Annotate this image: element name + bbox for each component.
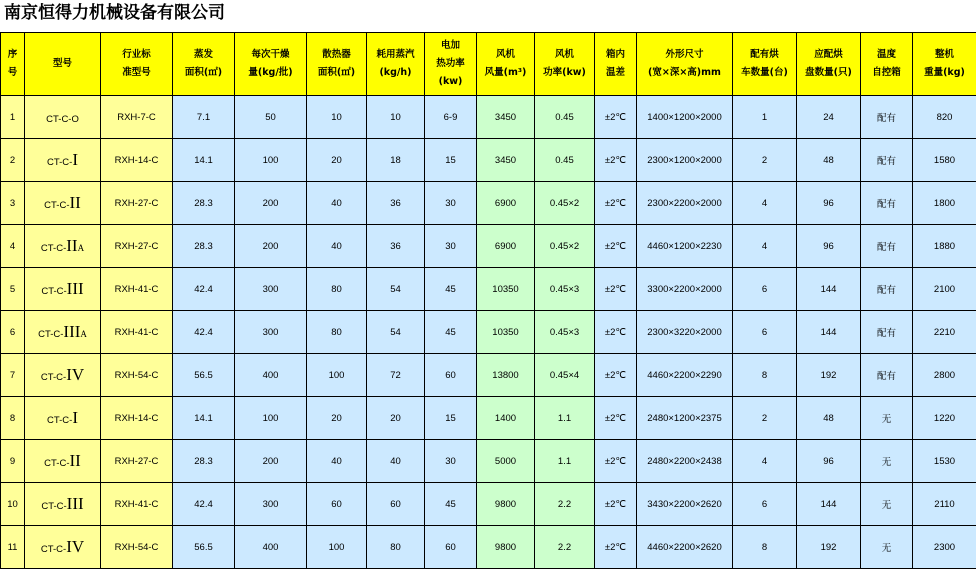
carts-cell: 6 — [733, 268, 797, 311]
table-row — [1, 268, 976, 311]
temp-diff-cell: ±2℃ — [595, 440, 637, 483]
header-line: 温度 — [863, 46, 910, 64]
model-prefix-text: CT-C- — [41, 286, 66, 297]
temp-control-cell: 无 — [861, 440, 913, 483]
model-roman-text: III — [63, 322, 80, 341]
dry-amount-cell: 300 — [235, 268, 307, 311]
model-roman-text: IV — [66, 365, 84, 384]
model-prefix-text: CT-C- — [38, 329, 63, 340]
model-prefix-text: CT-C- — [41, 243, 66, 254]
steam-cell: 80 — [367, 526, 425, 569]
fan-volume-cell: 1400 — [477, 397, 535, 440]
fan-volume-cell: 10350 — [477, 311, 535, 354]
header-line: 电加 — [427, 37, 474, 55]
heat-power-cell: 6-9 — [425, 96, 477, 139]
model-prefix-text: CT-C- — [47, 415, 72, 426]
evap-area-cell: 14.1 — [173, 139, 235, 182]
table-row — [1, 182, 976, 225]
evap-area-cell: 42.4 — [173, 483, 235, 526]
header-line: 风机 — [537, 46, 592, 64]
evap-area-cell: 42.4 — [173, 311, 235, 354]
standard-model-cell: RXH-7-C — [101, 96, 173, 139]
heat-power-cell: 45 — [425, 268, 477, 311]
dry-amount-cell: 400 — [235, 526, 307, 569]
header-line: 号 — [3, 64, 22, 82]
table-row — [1, 526, 976, 569]
heat-power-cell: 60 — [425, 354, 477, 397]
dimensions-cell: 2300×3220×2000 — [637, 311, 733, 354]
fan-power-cell: 0.45×4 — [535, 354, 595, 397]
model-roman-text: II — [70, 193, 81, 212]
dimensions-cell: 2480×2200×2438 — [637, 440, 733, 483]
temp-diff-cell: ±2℃ — [595, 397, 637, 440]
dry-amount-cell: 300 — [235, 483, 307, 526]
fan-power-cell: 0.45×3 — [535, 311, 595, 354]
steam-cell: 10 — [367, 96, 425, 139]
col-evap-area-header — [173, 33, 235, 96]
header-line: 面积(㎡) — [309, 64, 364, 82]
model-cell — [25, 225, 101, 268]
steam-cell: 20 — [367, 397, 425, 440]
header-row — [1, 33, 976, 96]
fan-power-cell: 0.45×2 — [535, 182, 595, 225]
table-row — [1, 311, 976, 354]
col-model-header — [25, 33, 101, 96]
steam-cell: 36 — [367, 225, 425, 268]
trays-cell: 144 — [797, 311, 861, 354]
heat-power-cell: 45 — [425, 483, 477, 526]
col-no-header — [1, 33, 25, 96]
weight-cell: 1580 — [913, 139, 976, 182]
temp-control-cell: 无 — [861, 526, 913, 569]
steam-cell: 72 — [367, 354, 425, 397]
header-line: 风量(m³) — [479, 64, 532, 82]
header-line: 风机 — [479, 46, 532, 64]
radiator-area-cell: 80 — [307, 311, 367, 354]
carts-cell: 6 — [733, 483, 797, 526]
dimensions-cell: 1400×1200×2000 — [637, 96, 733, 139]
dry-amount-cell: 200 — [235, 225, 307, 268]
fan-power-cell: 0.45×3 — [535, 268, 595, 311]
col-carts-header — [733, 33, 797, 96]
table-row — [1, 225, 976, 268]
col-fan-volume-header — [477, 33, 535, 96]
model-cell — [25, 182, 101, 225]
carts-cell: 8 — [733, 354, 797, 397]
evap-area-cell: 14.1 — [173, 397, 235, 440]
dimensions-cell: 2300×1200×2000 — [637, 139, 733, 182]
temp-control-cell: 配有 — [861, 268, 913, 311]
weight-cell: 1800 — [913, 182, 976, 225]
weight-cell: 2300 — [913, 526, 976, 569]
standard-model-cell: RXH-14-C — [101, 139, 173, 182]
fan-power-cell: 2.2 — [535, 483, 595, 526]
model-sub-text: A — [80, 329, 87, 339]
model-cell — [25, 96, 101, 139]
dry-amount-cell: 300 — [235, 311, 307, 354]
header-line: (kg/h) — [369, 64, 422, 82]
model-roman-text: II — [70, 451, 81, 470]
evap-area-cell: 7.1 — [173, 96, 235, 139]
heat-power-cell: 30 — [425, 440, 477, 483]
temp-diff-cell: ±2℃ — [595, 225, 637, 268]
header-line: 每次干燥 — [237, 46, 304, 64]
col-standard-model-header — [101, 33, 173, 96]
fan-power-cell: 2.2 — [535, 526, 595, 569]
weight-cell: 2100 — [913, 268, 976, 311]
heat-power-cell: 30 — [425, 182, 477, 225]
row-number: 7 — [1, 354, 25, 397]
temp-control-cell: 无 — [861, 397, 913, 440]
header-line: 箱内 — [597, 46, 634, 64]
col-temp-control-header — [861, 33, 913, 96]
model-cell — [25, 440, 101, 483]
col-heat-power-header — [425, 33, 477, 96]
trays-cell: 48 — [797, 397, 861, 440]
header-line: (kw) — [427, 73, 474, 91]
col-trays-header — [797, 33, 861, 96]
temp-diff-cell: ±2℃ — [595, 354, 637, 397]
header-line: 自控箱 — [863, 64, 910, 82]
model-prefix-text: CT-C- — [44, 458, 69, 469]
steam-cell: 54 — [367, 311, 425, 354]
fan-volume-cell: 6900 — [477, 182, 535, 225]
weight-cell: 820 — [913, 96, 976, 139]
model-roman-text: I — [72, 408, 78, 427]
evap-area-cell: 28.3 — [173, 225, 235, 268]
row-number: 5 — [1, 268, 25, 311]
model-plain-text: CT-C-O — [46, 114, 79, 125]
radiator-area-cell: 20 — [307, 139, 367, 182]
header-line: (宽×深×高)mm — [639, 64, 730, 82]
dimensions-cell: 4460×2200×2620 — [637, 526, 733, 569]
steam-cell: 40 — [367, 440, 425, 483]
model-cell — [25, 268, 101, 311]
trays-cell: 24 — [797, 96, 861, 139]
header-line: 序 — [3, 46, 22, 64]
header-line: 配有烘 — [735, 46, 794, 64]
model-cell — [25, 139, 101, 182]
row-number: 1 — [1, 96, 25, 139]
model-roman-text: I — [72, 150, 78, 169]
trays-cell: 144 — [797, 268, 861, 311]
dry-amount-cell: 100 — [235, 397, 307, 440]
table-row — [1, 440, 976, 483]
dry-amount-cell: 100 — [235, 139, 307, 182]
header-line: 准型号 — [103, 64, 170, 82]
fan-volume-cell: 3450 — [477, 96, 535, 139]
header-line: 热功率 — [427, 55, 474, 73]
table-row — [1, 483, 976, 526]
model-prefix-text: CT-C- — [47, 157, 72, 168]
weight-cell: 2800 — [913, 354, 976, 397]
temp-diff-cell: ±2℃ — [595, 483, 637, 526]
header-line: 外形尺寸 — [639, 46, 730, 64]
dimensions-cell: 2480×1200×2375 — [637, 397, 733, 440]
temp-control-cell: 配有 — [861, 225, 913, 268]
weight-cell: 1880 — [913, 225, 976, 268]
steam-cell: 54 — [367, 268, 425, 311]
model-cell — [25, 526, 101, 569]
fan-volume-cell: 10350 — [477, 268, 535, 311]
carts-cell: 1 — [733, 96, 797, 139]
carts-cell: 4 — [733, 182, 797, 225]
heat-power-cell: 15 — [425, 139, 477, 182]
fan-volume-cell: 6900 — [477, 225, 535, 268]
weight-cell: 1530 — [913, 440, 976, 483]
fan-power-cell: 0.45 — [535, 96, 595, 139]
model-cell — [25, 397, 101, 440]
model-roman-text: II — [66, 236, 77, 255]
trays-cell: 48 — [797, 139, 861, 182]
fan-power-cell: 0.45×2 — [535, 225, 595, 268]
radiator-area-cell: 40 — [307, 225, 367, 268]
dry-amount-cell: 50 — [235, 96, 307, 139]
carts-cell: 6 — [733, 311, 797, 354]
heat-power-cell: 60 — [425, 526, 477, 569]
header-line: 功率(kw) — [537, 64, 592, 82]
header-line: 应配烘 — [799, 46, 858, 64]
header-line: 温差 — [597, 64, 634, 82]
header-line: 行业标 — [103, 46, 170, 64]
header-line: 蒸发 — [175, 46, 232, 64]
carts-cell: 4 — [733, 440, 797, 483]
page-title: 南京恒得力机械设备有限公司 — [4, 2, 225, 24]
temp-diff-cell: ±2℃ — [595, 526, 637, 569]
header-line: 耗用蒸汽 — [369, 46, 422, 64]
table-row — [1, 139, 976, 182]
temp-diff-cell: ±2℃ — [595, 268, 637, 311]
model-sub-text: A — [78, 243, 85, 253]
fan-power-cell: 0.45 — [535, 139, 595, 182]
fan-volume-cell: 9800 — [477, 526, 535, 569]
standard-model-cell: RXH-14-C — [101, 397, 173, 440]
carts-cell: 2 — [733, 139, 797, 182]
model-prefix-text: CT-C- — [41, 544, 66, 555]
standard-model-cell: RXH-41-C — [101, 483, 173, 526]
fan-volume-cell: 3450 — [477, 139, 535, 182]
dry-amount-cell: 400 — [235, 354, 307, 397]
row-number: 8 — [1, 397, 25, 440]
temp-control-cell: 配有 — [861, 182, 913, 225]
carts-cell: 8 — [733, 526, 797, 569]
temp-control-cell: 配有 — [861, 96, 913, 139]
radiator-area-cell: 60 — [307, 483, 367, 526]
trays-cell: 96 — [797, 225, 861, 268]
temp-diff-cell: ±2℃ — [595, 139, 637, 182]
temp-control-cell: 配有 — [861, 354, 913, 397]
table-header — [1, 33, 976, 96]
header-line: 型号 — [27, 55, 98, 73]
model-roman-text: III — [67, 494, 84, 513]
dimensions-cell: 4460×1200×2230 — [637, 225, 733, 268]
temp-diff-cell: ±2℃ — [595, 182, 637, 225]
radiator-area-cell: 20 — [307, 397, 367, 440]
model-prefix-text: CT-C- — [44, 200, 69, 211]
dimensions-cell: 4460×2200×2290 — [637, 354, 733, 397]
dimensions-cell: 3300×2200×2000 — [637, 268, 733, 311]
standard-model-cell: RXH-41-C — [101, 311, 173, 354]
model-cell — [25, 311, 101, 354]
col-steam-header — [367, 33, 425, 96]
model-cell — [25, 354, 101, 397]
row-number: 2 — [1, 139, 25, 182]
dry-amount-cell: 200 — [235, 440, 307, 483]
model-prefix-text: CT-C- — [41, 372, 66, 383]
row-number: 11 — [1, 526, 25, 569]
dimensions-cell: 3430×2200×2620 — [637, 483, 733, 526]
row-number: 4 — [1, 225, 25, 268]
steam-cell: 60 — [367, 483, 425, 526]
fan-volume-cell: 13800 — [477, 354, 535, 397]
row-number: 10 — [1, 483, 25, 526]
trays-cell: 192 — [797, 354, 861, 397]
temp-control-cell: 无 — [861, 483, 913, 526]
weight-cell: 2110 — [913, 483, 976, 526]
dimensions-cell: 2300×2200×2000 — [637, 182, 733, 225]
standard-model-cell: RXH-41-C — [101, 268, 173, 311]
radiator-area-cell: 40 — [307, 440, 367, 483]
radiator-area-cell: 80 — [307, 268, 367, 311]
weight-cell: 2210 — [913, 311, 976, 354]
temp-diff-cell: ±2℃ — [595, 96, 637, 139]
evap-area-cell: 56.5 — [173, 354, 235, 397]
radiator-area-cell: 100 — [307, 354, 367, 397]
temp-control-cell: 配有 — [861, 139, 913, 182]
temp-control-cell: 配有 — [861, 311, 913, 354]
col-dimensions-header — [637, 33, 733, 96]
radiator-area-cell: 10 — [307, 96, 367, 139]
radiator-area-cell: 40 — [307, 182, 367, 225]
heat-power-cell: 15 — [425, 397, 477, 440]
trays-cell: 96 — [797, 440, 861, 483]
weight-cell: 1220 — [913, 397, 976, 440]
header-line: 车数量(台) — [735, 64, 794, 82]
header-line: 盘数量(只) — [799, 64, 858, 82]
row-number: 9 — [1, 440, 25, 483]
radiator-area-cell: 100 — [307, 526, 367, 569]
carts-cell: 2 — [733, 397, 797, 440]
standard-model-cell: RXH-54-C — [101, 354, 173, 397]
evap-area-cell: 28.3 — [173, 440, 235, 483]
standard-model-cell: RXH-54-C — [101, 526, 173, 569]
model-prefix-text: CT-C- — [41, 501, 66, 512]
trays-cell: 144 — [797, 483, 861, 526]
heat-power-cell: 30 — [425, 225, 477, 268]
temp-diff-cell: ±2℃ — [595, 311, 637, 354]
header-line: 面积(㎡) — [175, 64, 232, 82]
dry-amount-cell: 200 — [235, 182, 307, 225]
fan-volume-cell: 5000 — [477, 440, 535, 483]
standard-model-cell: RXH-27-C — [101, 182, 173, 225]
heat-power-cell: 45 — [425, 311, 477, 354]
trays-cell: 192 — [797, 526, 861, 569]
table-row — [1, 354, 976, 397]
trays-cell: 96 — [797, 182, 861, 225]
table-row — [1, 397, 976, 440]
model-cell — [25, 483, 101, 526]
col-fan-power-header — [535, 33, 595, 96]
fan-power-cell: 1.1 — [535, 397, 595, 440]
fan-volume-cell: 9800 — [477, 483, 535, 526]
carts-cell: 4 — [733, 225, 797, 268]
col-dry-amount-header — [235, 33, 307, 96]
evap-area-cell: 28.3 — [173, 182, 235, 225]
spec-table — [0, 32, 976, 569]
table-body — [1, 96, 976, 569]
steam-cell: 36 — [367, 182, 425, 225]
evap-area-cell: 42.4 — [173, 268, 235, 311]
row-number: 3 — [1, 182, 25, 225]
standard-model-cell: RXH-27-C — [101, 440, 173, 483]
header-line: 散热器 — [309, 46, 364, 64]
header-line: 整机 — [915, 46, 974, 64]
model-roman-text: III — [67, 279, 84, 298]
row-number: 6 — [1, 311, 25, 354]
col-temp-diff-header — [595, 33, 637, 96]
col-radiator-area-header — [307, 33, 367, 96]
evap-area-cell: 56.5 — [173, 526, 235, 569]
fan-power-cell: 1.1 — [535, 440, 595, 483]
steam-cell: 18 — [367, 139, 425, 182]
model-roman-text: IV — [66, 537, 84, 556]
header-line: 重量(kg) — [915, 64, 974, 82]
table-row — [1, 96, 976, 139]
standard-model-cell: RXH-27-C — [101, 225, 173, 268]
col-weight-header — [913, 33, 976, 96]
header-line: 量(kg/批) — [237, 64, 304, 82]
